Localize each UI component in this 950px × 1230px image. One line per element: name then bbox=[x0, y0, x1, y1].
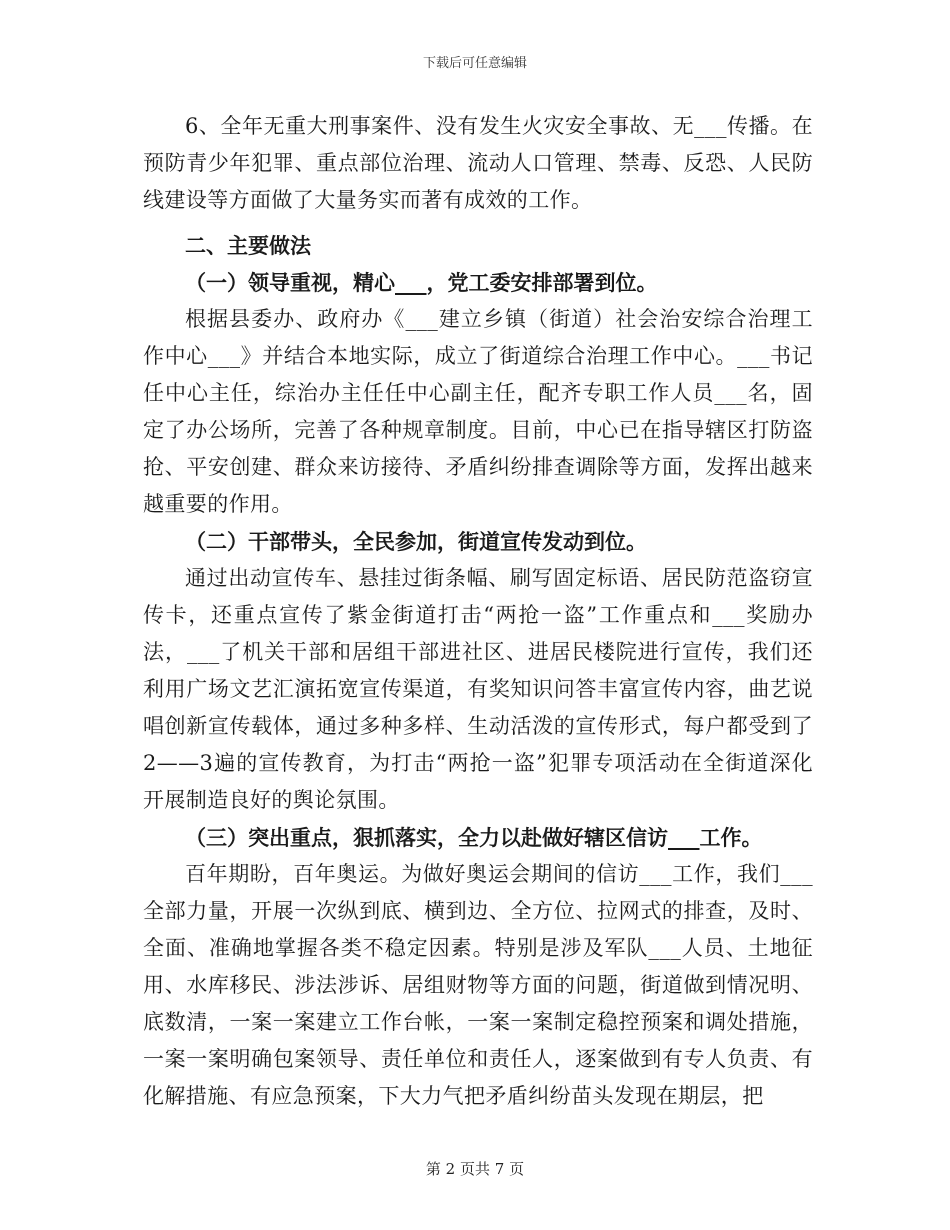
paragraph-petitions: 百年期盼，百年奥运。为做好奥运会期间的信访___工作，我们___全部力量，开展一次纵到底、横到边、全方位、拉网式的排查，及时、全面、准确地掌握各类不稳定因素。特别是涉及军队___人员、土地征用、水库移民、涉法涉诉、居组财物等方面的问题，街道做到情况明、底数清，一案一案建立工作台帐，一案一案制定稳控预案和调处措施，一案一案明确包案领导、责任单位和责任人，逐案做到有专人负责、有化解措施、有应急预案，下大力气把矛盾纠纷苗头发现在期层，把 bbox=[143, 862, 813, 1108]
page-number: 第 2 页共 7 页 bbox=[425, 1160, 525, 1178]
paragraph-achievements: 6、全年无重大刑事案件、没有发生火灾安全事故、无___传播。在预防青少年犯罪、重点部位治理、流动人口管理、禁毒、反恐、人民防线建设等方面做了大量务实而著有成效的工作。 bbox=[143, 114, 813, 212]
document-body bbox=[143, 108, 813, 1115]
subheading-leadership: （一）领导重视，精心___，党工委安排部署到位。 bbox=[185, 270, 658, 295]
section-heading-main-practices: 二、主要做法 bbox=[185, 233, 311, 258]
subheading-petitions: （三）突出重点，狠抓落实，全力以赴做好辖区信访___工作。 bbox=[185, 825, 763, 850]
paragraph-publicity: 通过出动宣传车、悬挂过街条幅、刷写固定标语、居民防范盗窃宣传卡，还重点宣传了紫金街道打击“两抢一盗”工作重点和___奖励办法，___了机关干部和居组干部进社区、进居民楼院进行宣传，我们还利用广场文艺汇演拓宽宣传渠道，有奖知识问答丰富宣传内容，曲艺说唱创新宣传载体，通过多种多样、生动活泼的宣传形式，每户都受到了2——3遍的宣传教育，为打击“两抢一盗”犯罪专项活动在全街道深化开展制造良好的舆论氛围。 bbox=[143, 566, 813, 812]
page-header: 下载后可任意编辑 bbox=[422, 56, 527, 71]
paragraph-center-setup: 根据县委办、政府办《___建立乡镇（街道）社会治安综合治理工作中心___》并结合本地实际，成立了街道综合治理工作中心。___书记任中心主任，综治办主任任中心副主任，配齐专职工作人员___名，固定了办公场所，完善了各种规章制度。目前，中心已在指导辖区打防盗抢、平安创建、群众来访接待、矛盾纠纷排查调除等方面，发挥出越来越重要的作用。 bbox=[143, 307, 813, 516]
subheading-publicity: （二）干部带头，全民参加，街道宣传发动到位。 bbox=[185, 529, 647, 554]
